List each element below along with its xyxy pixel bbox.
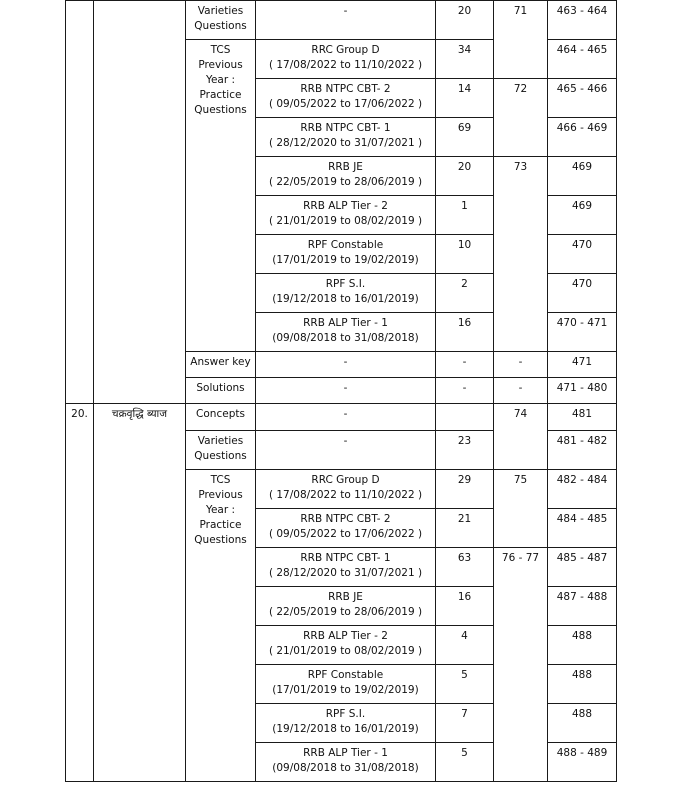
topic-label: TCS Previous Year : Practice Questions (194, 474, 247, 546)
day-number: 75 (513, 474, 528, 486)
page-range: 488 - 489 (556, 747, 608, 759)
page-range: 471 (571, 356, 593, 368)
questions-count: 29 (457, 474, 472, 486)
exam-cell (256, 509, 436, 548)
questions-cell (436, 79, 494, 118)
questions-cell (436, 274, 494, 313)
questions-cell (436, 665, 494, 704)
questions-count: 5 (461, 669, 468, 681)
page-cell (548, 626, 617, 665)
exam-label: RRB NTPC CBT- 1 ( 28/12/2020 to 31/07/2021 ) (268, 552, 423, 579)
exam-cell (256, 431, 436, 470)
exam-cell (256, 704, 436, 743)
page-range: 487 - 488 (556, 591, 608, 603)
exam-label: RRB NTPC CBT- 2 ( 09/05/2022 to 17/06/2022 ) (268, 513, 423, 540)
chapter-name-cell (94, 404, 186, 782)
questions-cell (436, 157, 494, 196)
exam-label: RPF Constable (17/01/2019 to 19/02/2019) (272, 239, 419, 266)
day-cell (494, 352, 548, 378)
exam-cell (256, 378, 436, 404)
questions-cell (436, 626, 494, 665)
exam-label: RRB NTPC CBT- 2 ( 09/05/2022 to 17/06/2022 ) (268, 83, 423, 110)
page-range: 463 - 464 (556, 5, 608, 17)
page-cell (548, 378, 617, 404)
page-range: 470 - 471 (556, 317, 608, 329)
page-range: 469 (571, 161, 593, 173)
questions-cell (436, 118, 494, 157)
questions-count: 16 (457, 591, 472, 603)
exam-label: RRB ALP Tier - 1 (09/08/2018 to 31/08/2018) (272, 747, 419, 774)
questions-count: - (462, 382, 467, 394)
exam-cell (256, 118, 436, 157)
page-range: 470 (571, 278, 593, 290)
questions-cell (436, 470, 494, 509)
page-range: 470 (571, 239, 593, 251)
exam-cell (256, 743, 436, 782)
topic-cell (186, 431, 256, 470)
questions-count: 1 (461, 200, 468, 212)
day-cell (494, 470, 548, 548)
questions-cell (436, 235, 494, 274)
topic-label: Varieties Questions (194, 435, 247, 462)
exam-label: - (343, 5, 348, 17)
page-cell (548, 1, 617, 40)
topic-cell (186, 404, 256, 431)
questions-cell (436, 196, 494, 235)
contents-table (65, 0, 617, 782)
chapter-number-cell (66, 1, 94, 404)
page-range: 484 - 485 (556, 513, 608, 525)
topic-cell (186, 470, 256, 782)
page-range: 471 - 480 (556, 382, 608, 394)
day-cell (494, 157, 548, 352)
questions-count: 20 (457, 161, 472, 173)
questions-count: 7 (461, 708, 468, 720)
page-cell (548, 313, 617, 352)
questions-count: 23 (457, 435, 472, 447)
table-row (66, 404, 617, 431)
exam-cell (256, 313, 436, 352)
page-range: 488 (571, 708, 593, 720)
exam-label: RPF Constable (17/01/2019 to 19/02/2019) (272, 669, 419, 696)
questions-cell (436, 509, 494, 548)
questions-count: 69 (457, 122, 472, 134)
day-number: 73 (513, 161, 528, 173)
exam-label: RRC Group D ( 17/08/2022 to 11/10/2022 ) (268, 474, 423, 501)
page-range: 485 - 487 (556, 552, 608, 564)
questions-cell (436, 587, 494, 626)
chapter-number-cell (66, 404, 94, 782)
exam-cell (256, 352, 436, 378)
exam-cell (256, 235, 436, 274)
day-number: - (518, 382, 523, 394)
page-range: 465 - 466 (556, 83, 608, 95)
day-number: 72 (513, 83, 528, 95)
questions-count: 14 (457, 83, 472, 95)
exam-label: - (343, 382, 348, 394)
exam-label: RRB ALP Tier - 1 (09/08/2018 to 31/08/2018) (272, 317, 419, 344)
day-cell (494, 1, 548, 79)
questions-count: 21 (457, 513, 472, 525)
page-range: 469 (571, 200, 593, 212)
exam-cell (256, 196, 436, 235)
page-cell (548, 196, 617, 235)
questions-count: 63 (457, 552, 472, 564)
day-number: 74 (513, 408, 528, 420)
page-range: 482 - 484 (556, 474, 608, 486)
page-range: 466 - 469 (556, 122, 608, 134)
topic-cell (186, 1, 256, 40)
questions-cell (436, 704, 494, 743)
page-cell (548, 118, 617, 157)
exam-label: - (343, 408, 348, 420)
exam-label: RRC Group D ( 17/08/2022 to 11/10/2022 ) (268, 44, 423, 71)
page-range: 488 (571, 669, 593, 681)
day-number: - (518, 356, 523, 368)
exam-label: RRB ALP Tier - 2 ( 21/01/2019 to 08/02/2019 ) (268, 200, 423, 227)
exam-cell (256, 157, 436, 196)
questions-count: 34 (457, 44, 472, 56)
day-cell (494, 548, 548, 782)
page-cell (548, 665, 617, 704)
page-cell (548, 40, 617, 79)
exam-cell (256, 626, 436, 665)
exam-label: RRB JE ( 22/05/2019 to 28/06/2019 ) (268, 161, 423, 188)
exam-cell (256, 1, 436, 40)
questions-cell (436, 548, 494, 587)
page-cell (548, 548, 617, 587)
exam-label: - (343, 435, 348, 447)
topic-cell (186, 40, 256, 352)
topic-label: Solutions (196, 382, 245, 394)
exam-label: RRB ALP Tier - 2 ( 21/01/2019 to 08/02/2019 ) (268, 630, 423, 657)
exam-label: RRB JE ( 22/05/2019 to 28/06/2019 ) (268, 591, 423, 618)
page-range: 481 - 482 (556, 435, 608, 447)
page-range: 464 - 465 (556, 44, 608, 56)
questions-cell (436, 352, 494, 378)
page-cell (548, 431, 617, 470)
exam-cell (256, 587, 436, 626)
exam-cell (256, 274, 436, 313)
table-row (66, 1, 617, 40)
questions-count: 4 (461, 630, 468, 642)
topic-cell (186, 352, 256, 378)
questions-count: - (462, 356, 467, 368)
page-cell (548, 404, 617, 431)
questions-count: 10 (457, 239, 472, 251)
day-cell (494, 79, 548, 157)
questions-cell (436, 313, 494, 352)
page-cell (548, 587, 617, 626)
exam-label: RPF S.I. (19/12/2018 to 16/01/2019) (272, 278, 419, 305)
questions-count: 20 (457, 5, 472, 17)
page-range: 488 (571, 630, 593, 642)
page-cell (548, 470, 617, 509)
questions-cell (436, 431, 494, 470)
exam-cell (256, 470, 436, 509)
page-cell (548, 509, 617, 548)
day-number: 71 (513, 5, 528, 17)
page-cell (548, 157, 617, 196)
exam-label: RPF S.I. (19/12/2018 to 16/01/2019) (272, 708, 419, 735)
chapter-name-cell (94, 1, 186, 404)
topic-cell (186, 378, 256, 404)
topic-label: TCS Previous Year : Practice Questions (194, 44, 247, 116)
topic-label: Varieties Questions (194, 5, 247, 32)
page-range: 481 (571, 408, 593, 420)
exam-label: RRB NTPC CBT- 1 ( 28/12/2020 to 31/07/2021 ) (268, 122, 423, 149)
exam-cell (256, 548, 436, 587)
questions-cell (436, 40, 494, 79)
page-cell (548, 274, 617, 313)
day-number: 76 - 77 (501, 552, 540, 564)
exam-label: - (343, 356, 348, 368)
topic-label: Answer key (190, 356, 251, 368)
exam-cell (256, 40, 436, 79)
page-cell (548, 704, 617, 743)
chapter-name: चक्रवृद्धि ब्याज (111, 408, 168, 420)
questions-cell (436, 404, 494, 431)
page-cell (548, 352, 617, 378)
questions-cell (436, 743, 494, 782)
questions-count: 2 (461, 278, 468, 290)
chapter-number: 20. (71, 408, 88, 420)
page-cell (548, 79, 617, 118)
exam-cell (256, 665, 436, 704)
page-cell (548, 235, 617, 274)
questions-cell (436, 1, 494, 40)
topic-label: Concepts (196, 408, 245, 420)
exam-cell (256, 404, 436, 431)
questions-count: 5 (461, 747, 468, 759)
questions-count: 16 (457, 317, 472, 329)
questions-cell (436, 378, 494, 404)
day-cell (494, 378, 548, 404)
exam-cell (256, 79, 436, 118)
day-cell (494, 404, 548, 470)
page-cell (548, 743, 617, 782)
